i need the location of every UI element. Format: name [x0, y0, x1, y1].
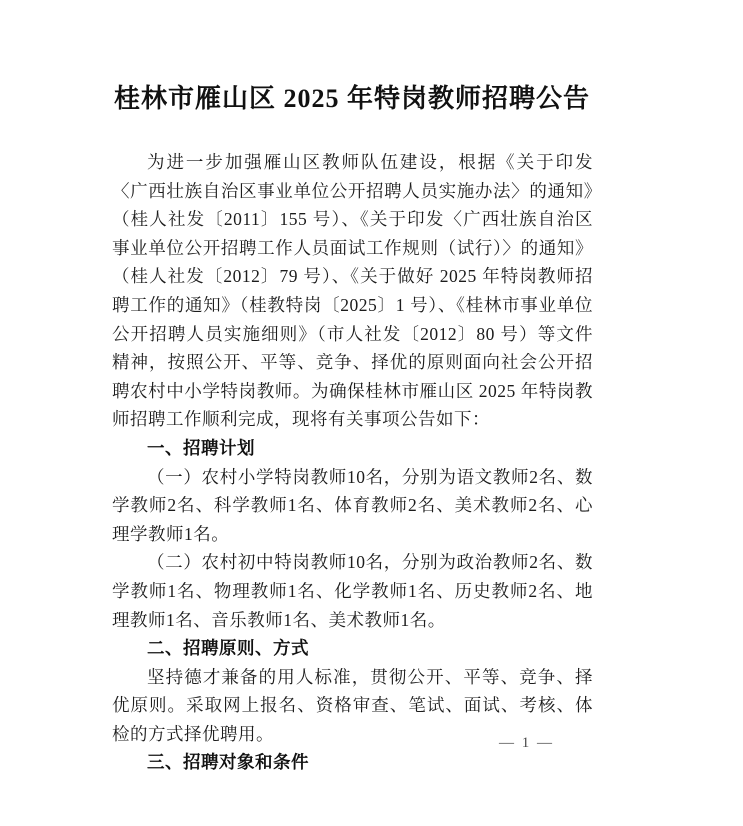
section-heading-eligibility: 三、招聘对象和条件 — [147, 752, 309, 773]
middle-school-posts-paragraph: （二）农村初中特岗教师10名，分别为政治教师2名、数学教师1名、物理教师1名、化学教师1名、历史教师2名、地理教师1名、音乐教师1名、美术教师1名。 — [112, 552, 593, 630]
section-heading-principles: 二、招聘原则、方式 — [147, 638, 309, 659]
section-heading-recruitment-plan: 一、招聘计划 — [147, 437, 255, 458]
preamble-paragraph: 为进一步加强雁山区教师队伍建设，根据《关于印发〈广西壮族自治区事业单位公开招聘人员实施办法〉的通知》（桂人社发〔2011〕155 号）、《关于印发〈广西壮族自治区事业单位公开招聘工作人员面试工作规则（试行）〉的通知》（桂人社发〔2012〕79 号）、《关于做好 2025 年特岗教师招聘工作的通知》（桂教特岗〔2025〕1 号）、《桂林市事业单位公开招聘人员实施细则》（市人社发〔2012〕80 号）等文件精神，按照公开、平等、竞争、择优的原则面向社会公开招聘农村中小学特岗教师。为确保桂林市雁山区 2025 年特岗教师招聘工作顺利完成，现将有关事项公告如下： — [112, 152, 593, 430]
page-number: — 1 — — [499, 735, 554, 751]
document-title: 桂林市雁山区 2025 年特岗教师招聘公告 — [113, 84, 590, 113]
document-body — [112, 148, 593, 777]
primary-school-posts-paragraph: （一）农村小学特岗教师10名，分别为语文教师2名、数学教师2名、科学教师1名、体育教师2名、美术教师2名、心理学教师1名。 — [112, 466, 593, 544]
principles-paragraph: 坚持德才兼备的用人标准，贯彻公开、平等、竞争、择优原则。采取网上报名、资格审查、笔试、面试、考核、体检的方式择优聘用。 — [112, 666, 593, 744]
